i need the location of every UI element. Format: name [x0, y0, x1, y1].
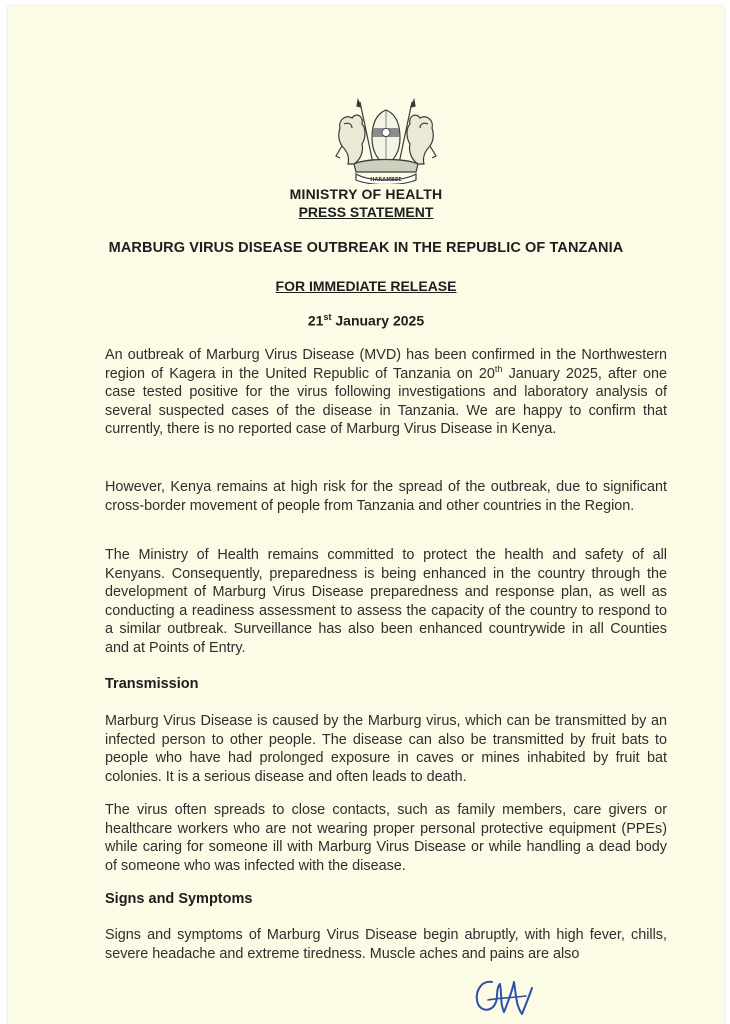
- paragraph-symptoms: Signs and symptoms of Marburg Virus Disease begin abruptly, with high fever, chills, severe headache and extreme tiredness. Muscle aches and pains are also: [105, 927, 667, 962]
- ministry-title: MINISTRY OF HEALTH: [289, 186, 443, 202]
- paragraph-preparedness: The Ministry of Health remains committed to protect the health and safety of all Kenyans. Consequently, preparedness is being enhanced in the country through the development of Marburg Virus Disease preparedness and response plan, as well as conducting a readiness assessment to assess the capacity of the country to respond to a similar outbreak. Surveillance has also been enhanced countrywide in all Counties and at Points of Entry.: [105, 547, 667, 656]
- section-heading-transmission: Transmission: [105, 676, 199, 692]
- paragraph-risk: However, Kenya remains at high risk for the spread of the outbreak, due to significant cross-border movement of people from Tanzania and other countries in the Region.: [105, 479, 667, 514]
- paragraph-outbreak: An outbreak of Marburg Virus Disease (MVD) has been confirmed in the Northwestern region of Kagera in the United Republic of Tanzania on 20th January 2025, after one case tested positive for the virus following investigations and laboratory analysis of several suspected cases of the disease in Tanzania. We are happy to confirm that currently, there is no reported case of Marburg Virus Disease in Kenya.: [105, 347, 667, 438]
- signature: [470, 972, 538, 1020]
- headline: MARBURG VIRUS DISEASE OUTBREAK IN THE REPUBLIC OF TANZANIA: [108, 240, 624, 256]
- crest-motto: HARAMBEE: [370, 177, 402, 183]
- press-statement-label: PRESS STATEMENT: [298, 204, 434, 220]
- release-date: 21st January 2025: [307, 312, 425, 329]
- document-page: [8, 6, 724, 1024]
- section-heading-symptoms: Signs and Symptoms: [105, 891, 253, 907]
- paragraph-transmission: Marburg Virus Disease is caused by the Marburg virus, which can be transmitted by an infected person to other people. The disease can also be transmitted by fruit bats to people who have had prolonged exposure in caves or mines inhabited by fruit bat colonies. It is a serious disease and often leads to death.: [105, 713, 667, 785]
- paragraph-close-contacts: The virus often spreads to close contacts, such as family members, care givers or healthcare workers who are not wearing proper personal protective equipment (PPEs) while caring for someone ill with Marburg Virus Disease or while handling a dead body of someone who was infected with the disease.: [105, 802, 667, 874]
- coat-of-arms-logo: [330, 98, 442, 184]
- release-label: FOR IMMEDIATE RELEASE: [275, 278, 457, 294]
